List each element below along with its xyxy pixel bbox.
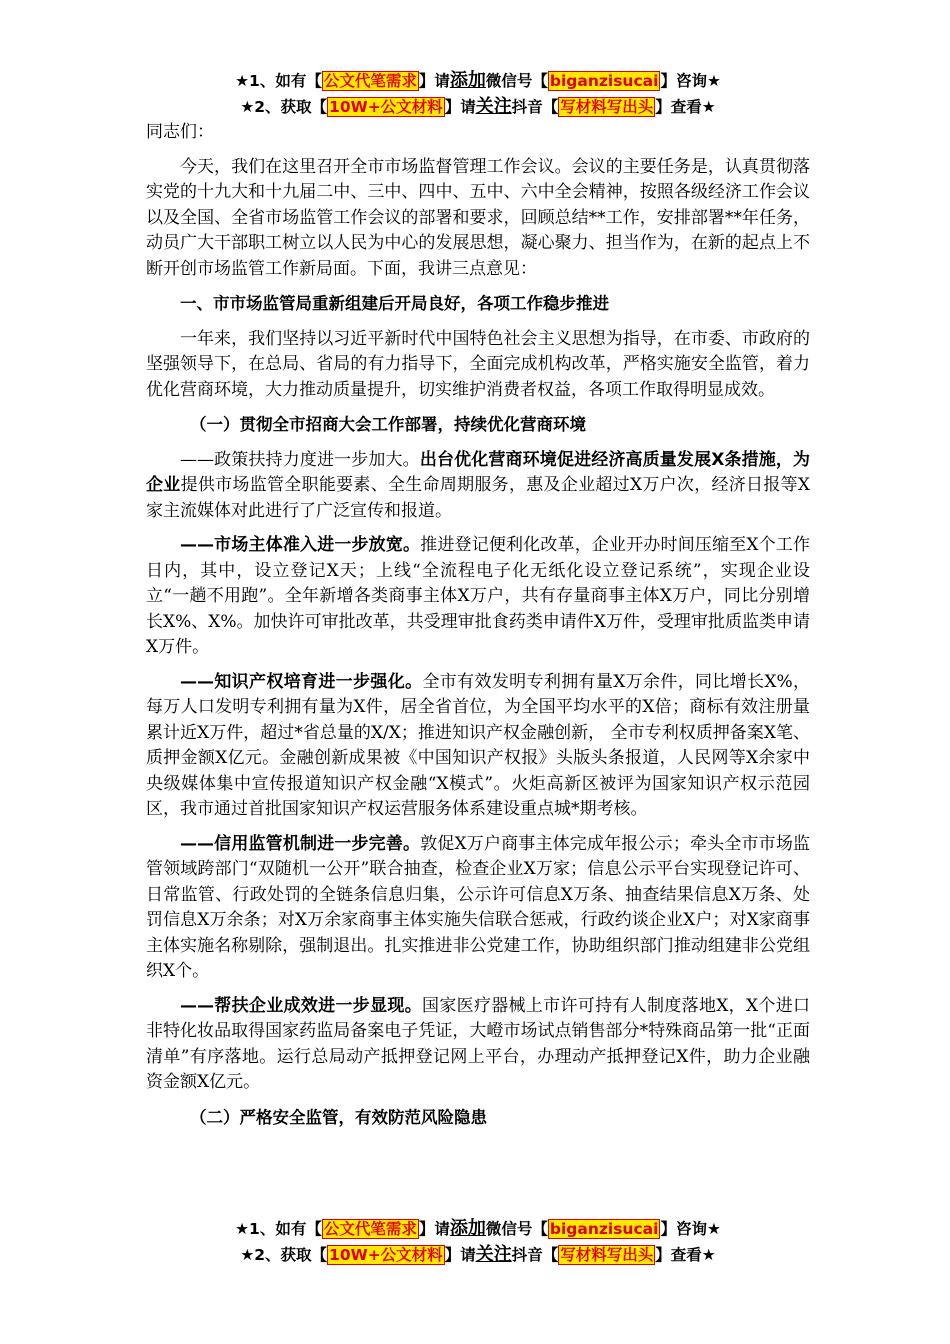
section-1-paragraph: 一年来，我们坚持以习近平新时代中国特色社会主义思想为指导，在市委、市政府的坚强领导下，在总局、省局的有力指导下，全面完成机构改革，严格实施安全监管，着力优化营商环境，大力推动质量提升，切实维护消费者权益，各项工作取得明显成效。	[146, 328, 810, 400]
highlight-service: 公文代笔需求	[323, 72, 417, 90]
item-market-access: ——市场主体准入进一步放宽。推进登记便利化改革，企业开办时间压缩至X个工作日内，其中，设立登记X天；上线“全流程电子化无纸化设立登记系统”，实现企业设立“一趟不用跑”。全年新增各类商事主体X万户，共有存量商事主体X万户，同比分别增长X%、X%。加快许可审批改革，共受理审批食药类申请件X万件，受理审批质监类申请X万件。	[146, 535, 810, 657]
item-policy-support: ——政策扶持力度进一步加大。出台优化营商环境促进经济高质量发展X条措施，为企业提供市场监管全职能要素、全生命周期服务，惠及企业超过X万户次，经济日报等X家主流媒体对此进行了广泛宣传和报道。	[146, 449, 811, 521]
section-heading-1: 一、市市场监管局重新组建后开局良好，各项工作稳步推进	[180, 294, 609, 313]
intro-paragraph: 今天，我们在这里召开全市市场监督管理工作会议。会议的主要任务是，认真贯彻落实党的十九大和十九届二中、三中、四中、五中、六中全会精神，按照各级经济工作会议以及全国、全省市场监管工作会议的部署和要求，回顾总结**工作，安排部署**年任务，动员广大干部职工树立以人民为中心的发展思想，凝心聚力、担当作为，在新的起点上不断开创市场监管工作新局面。下面，我讲三点意见：	[146, 156, 810, 279]
highlight-materials: 10W+公文材料	[329, 98, 443, 116]
promo-banner-bottom	[146, 1216, 810, 1268]
highlight-wechat-id: biganzisucai	[549, 1220, 659, 1238]
highlight-service: 公文代笔需求	[323, 1220, 417, 1238]
highlight-douyin: 写材料写出头	[560, 98, 654, 116]
subsection-heading-1: （一）贯彻全市招商大会工作部署，持续优化营商环境	[190, 415, 586, 434]
document-page	[146, 68, 810, 1140]
item-credit-supervision: ——信用监管机制进一步完善。敦促X万户商事主体完成年报公示；牵头全市市场监管领域跨部门“双随机一公开”联合抽查，检查企业X万家；信息公示平台实现登记许可、日常监管、行政处罚的全链条信息归集，公示许可信息X万条、抽查结果信息X万条、处罚信息X万余条；对X万余家商事主体实施失信联合惩戒，行政约谈企业X户；对X家商事主体实施名称剔除，强制退出。扎实推进非公党建工作，协助组织部门推动组建非公党组织X个。	[146, 833, 810, 981]
item-enterprise-support: ——帮扶企业成效进一步显现。国家医疗器械上市许可持有人制度落地X，X个进口非特化妆品取得国家药监局备案电子凭证，大嶝市场试点销售部分*特殊商品第一批“正面清单”有序落地。运行总局动产抵押登记网上平台，办理动产抵押登记X件，助力企业融资金额X亿元。	[146, 995, 810, 1092]
promo-line-1: ★1、如有【 公文代笔需求 】请添加微信号【 biganzisucai 】咨询★	[235, 70, 721, 91]
promo-banner-top	[146, 68, 810, 120]
promo-line-2-bottom: ★2、获取【 10W+公文材料 】请关注抖音【 写材料写出头 】查看★	[240, 1244, 716, 1265]
item-ip-cultivation: ——知识产权培育进一步强化。全市有效发明专利拥有量X万余件，同比增长X%，每万人口发明专利拥有量为X件，居全省首位，为全国平均水平的X倍；商标有效注册量累计近X万件，超过*省总量的X/X；推进知识产权金融创新， 全市专利权质押备案X笔、质押金额X亿元。金融创新成果被《中国知识产权报》头版头条报道，人民网等X余家中央级媒体集中宣传报道知识产权金融“X模式”。火炬高新区被评为国家知识产权示范园区，我市通过首批国家知识产权运营服务体系建设重点城*期考核。	[146, 671, 811, 819]
highlight-wechat-id: biganzisucai	[549, 72, 659, 90]
promo-line-1-bottom: ★1、如有【 公文代笔需求 】请添加微信号【 biganzisucai 】咨询★	[235, 1218, 721, 1239]
salutation: 同志们：	[146, 122, 214, 142]
highlight-materials: 10W+公文材料	[329, 1246, 443, 1264]
subsection-heading-2: （二）严格安全监管，有效防范风险隐患	[190, 1107, 487, 1127]
highlight-douyin: 写材料写出头	[560, 1246, 654, 1264]
promo-line-2: ★2、获取【 10W+公文材料 】请关注抖音【 写材料写出头 】查看★	[240, 96, 716, 117]
